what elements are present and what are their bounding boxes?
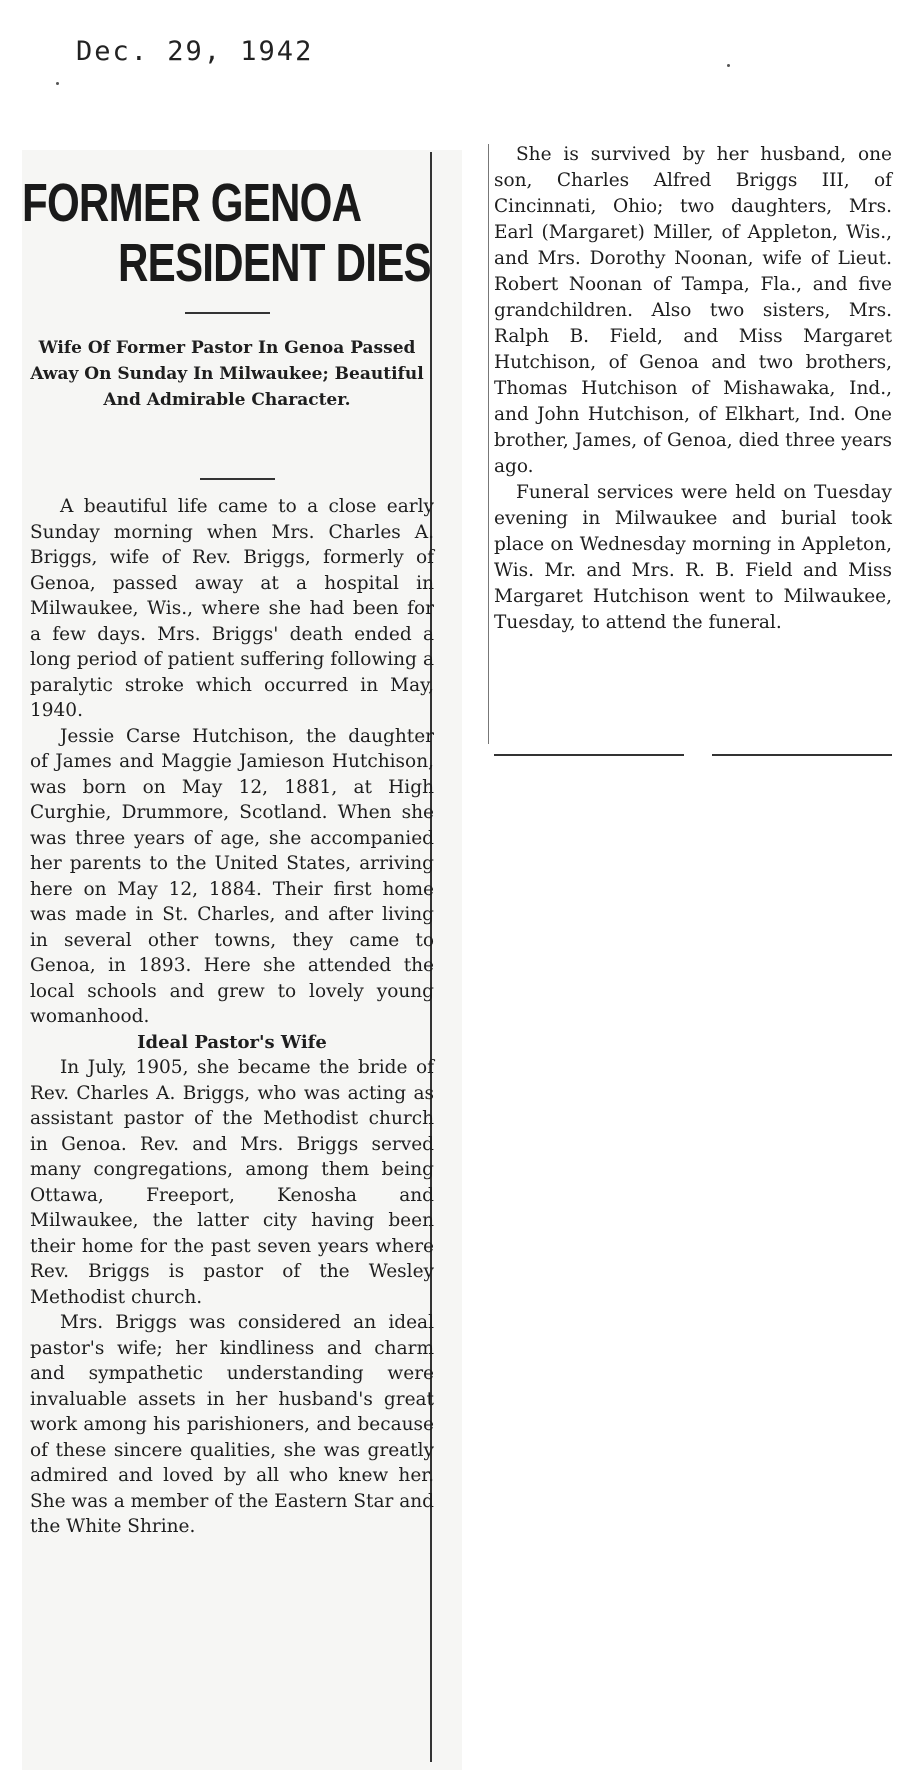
scan-speck bbox=[727, 64, 730, 67]
headline-divider bbox=[185, 312, 270, 314]
scan-speck bbox=[56, 82, 59, 85]
end-rule-left bbox=[494, 754, 684, 756]
paragraph: She is survived by her husband, one son, Charles Alfred Briggs III, of Cincinnati, Ohio; two daughters, Mrs. Earl (Margaret) Miller, of Appleton, Wis., and Mrs. Dorothy Noonan, wife of Lieut. Robert Noonan of Tampa, Fla., and five grandchildren. Also two sisters, Mrs. Ralph B. Field, and Miss Margaret Hutchison, of Genoa and two brothers, Thomas Hutchison of Mishawaka, Ind., and John Hutchison, of Elkhart, Ind. One brother, James, of Genoa, died three years ago. bbox=[494, 144, 892, 477]
right-column-body bbox=[494, 142, 892, 636]
column-divider-right bbox=[488, 144, 489, 744]
end-rule-right bbox=[712, 754, 892, 756]
paragraph: Jessie Carse Hutchison, the daughter of James and Maggie Jamieson Hutchison, was born on May 12, 1881, at High Curghie, Drummore, Scotland. When she was three years of age, she accompanied her parents to the United States, arriving here on May 12, 1884. Their first home was made in St. Charles, and after living in several other towns, they came to Genoa, in 1893. Here she attended the local schools and grew to lovely young womanhood. bbox=[30, 725, 434, 1027]
left-column-body bbox=[30, 494, 434, 1540]
date-stamp: Dec. 29, 1942 bbox=[76, 36, 314, 67]
section-heading: Ideal Pastor's Wife bbox=[137, 1031, 327, 1053]
paragraph: Mrs. Briggs was considered an ideal pastor's wife; her kindliness and charm and sympathetic understanding were invaluable assets in her husband's great work among his parishioners, and because of these sincere qualities, she was greatly admired and loved by all who knew her. She was a member of the Eastern Star and the White Shrine. bbox=[30, 1312, 434, 1537]
paragraph: Funeral services were held on Tuesday evening in Milwaukee and burial took place on Wednesday morning in Appleton, Wis. Mr. and Mrs. R. B. Field and Miss Margaret Hutchison went to Milwaukee, Tuesday, to attend the funeral. bbox=[494, 482, 892, 633]
paragraph: A beautiful life came to a close early Sunday morning when Mrs. Charles A. Briggs, wife of Rev. Briggs, formerly of Genoa, passed away at a hospital in Milwaukee, Wis., where she had been for a few days. Mrs. Briggs' death ended a long period of patient suffering following a paralytic stroke which occurred in May, 1940. bbox=[30, 496, 434, 721]
headline-line-1: FORMER GENOA bbox=[22, 173, 362, 233]
subhead-divider bbox=[200, 478, 275, 480]
headline-line-2: RESIDENT DIES bbox=[118, 233, 431, 293]
paragraph: In July, 1905, she became the bride of Rev. Charles A. Briggs, who was acting as assistant pastor of the Methodist church in Genoa. Rev. and Mrs. Briggs served many congregations, among them being Ottawa, Freeport, Kenosha and Milwaukee, the latter city having been their home for the past seven years where Rev. Briggs is pastor of the Wesley Methodist church. bbox=[30, 1057, 434, 1308]
subheadline: Wife Of Former Pastor In Genoa Passed Away On Sunday In Milwaukee; Beautiful And Admirable Character. bbox=[30, 338, 424, 410]
